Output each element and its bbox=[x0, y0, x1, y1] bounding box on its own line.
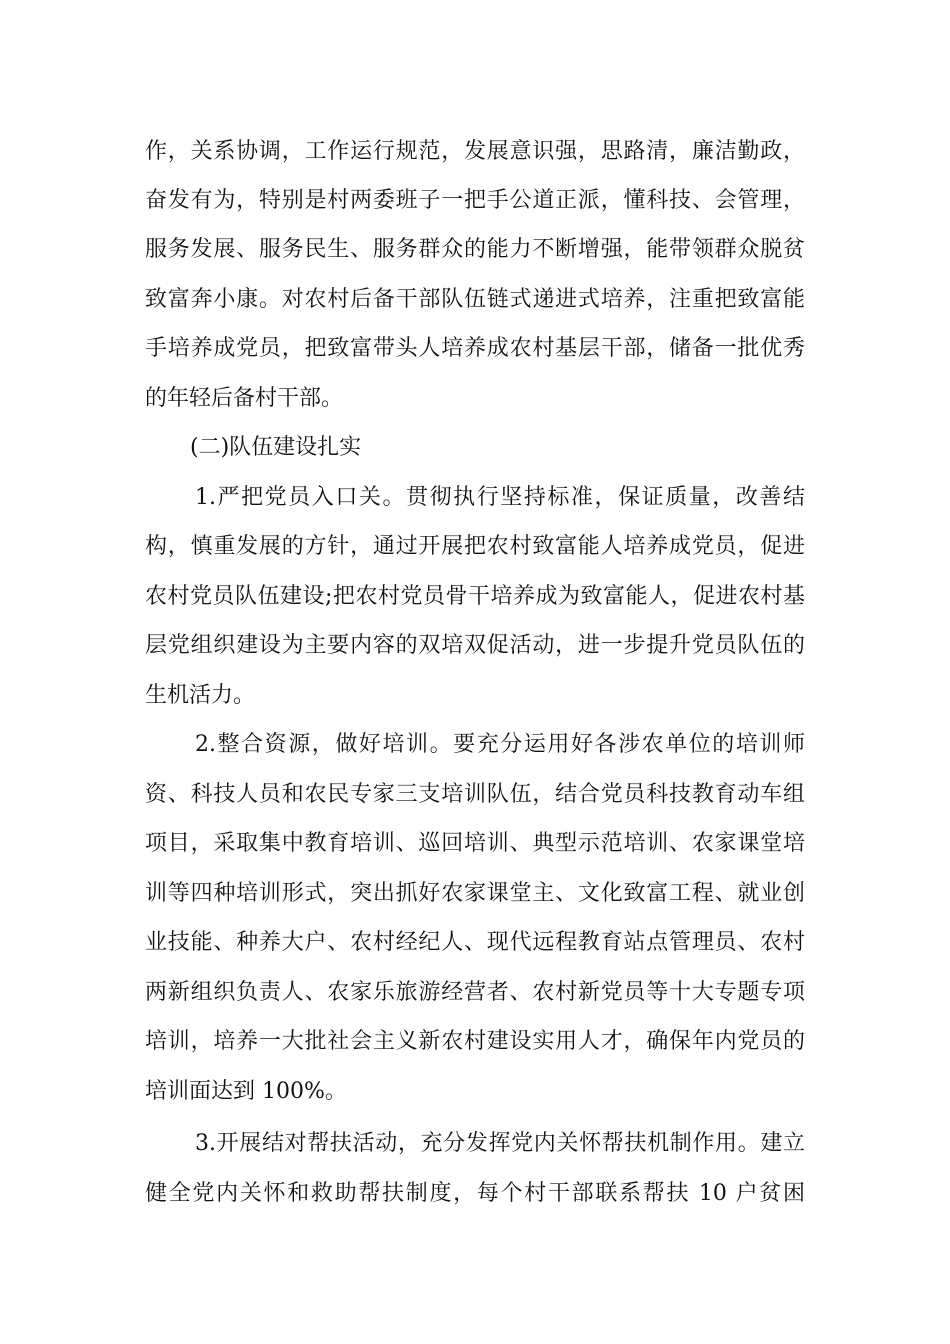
paragraph-line: 健全党内关怀和救助帮扶制度，每个村干部联系帮扶 10 户贫困 bbox=[145, 1181, 805, 1206]
paragraph-line: 奋发有为，特别是村两委班子一把手公道正派，懂科技、会管理， bbox=[145, 188, 805, 213]
paragraph-line: 资、科技人员和农民专家三支培训队伍，结合党员科技教育动车组 bbox=[145, 782, 805, 807]
paragraph-line: 3.开展结对帮扶活动，充分发挥党内关怀帮扶机制作用。建立 bbox=[195, 1131, 805, 1156]
paragraph-line: 培训，培养一大批社会主义新农村建设实用人才，确保年内党员的 bbox=[145, 1029, 805, 1054]
paragraph-line: 手培养成党员，把致富带头人培养成农村基层干部，储备一批优秀 bbox=[145, 336, 805, 361]
paragraph-line: 两新组织负责人、农家乐旅游经营者、农村新党员等十大专题专项 bbox=[145, 980, 805, 1005]
paragraph-line: 致富奔小康。对农村后备干部队伍链式递进式培养，注重把致富能 bbox=[145, 287, 805, 312]
paragraph-line: 服务发展、服务民生、服务群众的能力不断增强，能带领群众脱贫 bbox=[145, 237, 805, 262]
paragraph-line: 农村党员队伍建设;把农村党员骨干培养成为致富能人，促进农村基 bbox=[145, 584, 805, 609]
paragraph-line: 生机活力。 bbox=[145, 683, 256, 708]
paragraph-line: 项目，采取集中教育培训、巡回培训、典型示范培训、农家课堂培 bbox=[145, 831, 805, 856]
paragraph-line: 层党组织建设为主要内容的双培双促活动，进一步提升党员队伍的 bbox=[145, 633, 805, 658]
paragraph-line: 构，慎重发展的方针，通过开展把农村致富能人培养成党员，促进 bbox=[145, 534, 805, 559]
paragraph-line: 培训面达到 100%。 bbox=[145, 1079, 347, 1104]
paragraph-line: 业技能、种养大户、农村经纪人、现代远程教育站点管理员、农村 bbox=[145, 930, 805, 955]
paragraph-line: 作，关系协调，工作运行规范，发展意识强，思路清，廉洁勤政， bbox=[145, 139, 805, 164]
paragraph-line: 1.严把党员入口关。贯彻执行坚持标准，保证质量，改善结 bbox=[195, 485, 805, 510]
paragraph-line: 2.整合资源，做好培训。要充分运用好各涉农单位的培训师 bbox=[195, 732, 805, 757]
paragraph-line: 的年轻后备村干部。 bbox=[145, 386, 344, 411]
section-heading: (二)队伍建设扎实 bbox=[190, 435, 362, 460]
paragraph-line: 训等四种培训形式，突出抓好农家课堂主、文化致富工程、就业创 bbox=[145, 881, 805, 906]
